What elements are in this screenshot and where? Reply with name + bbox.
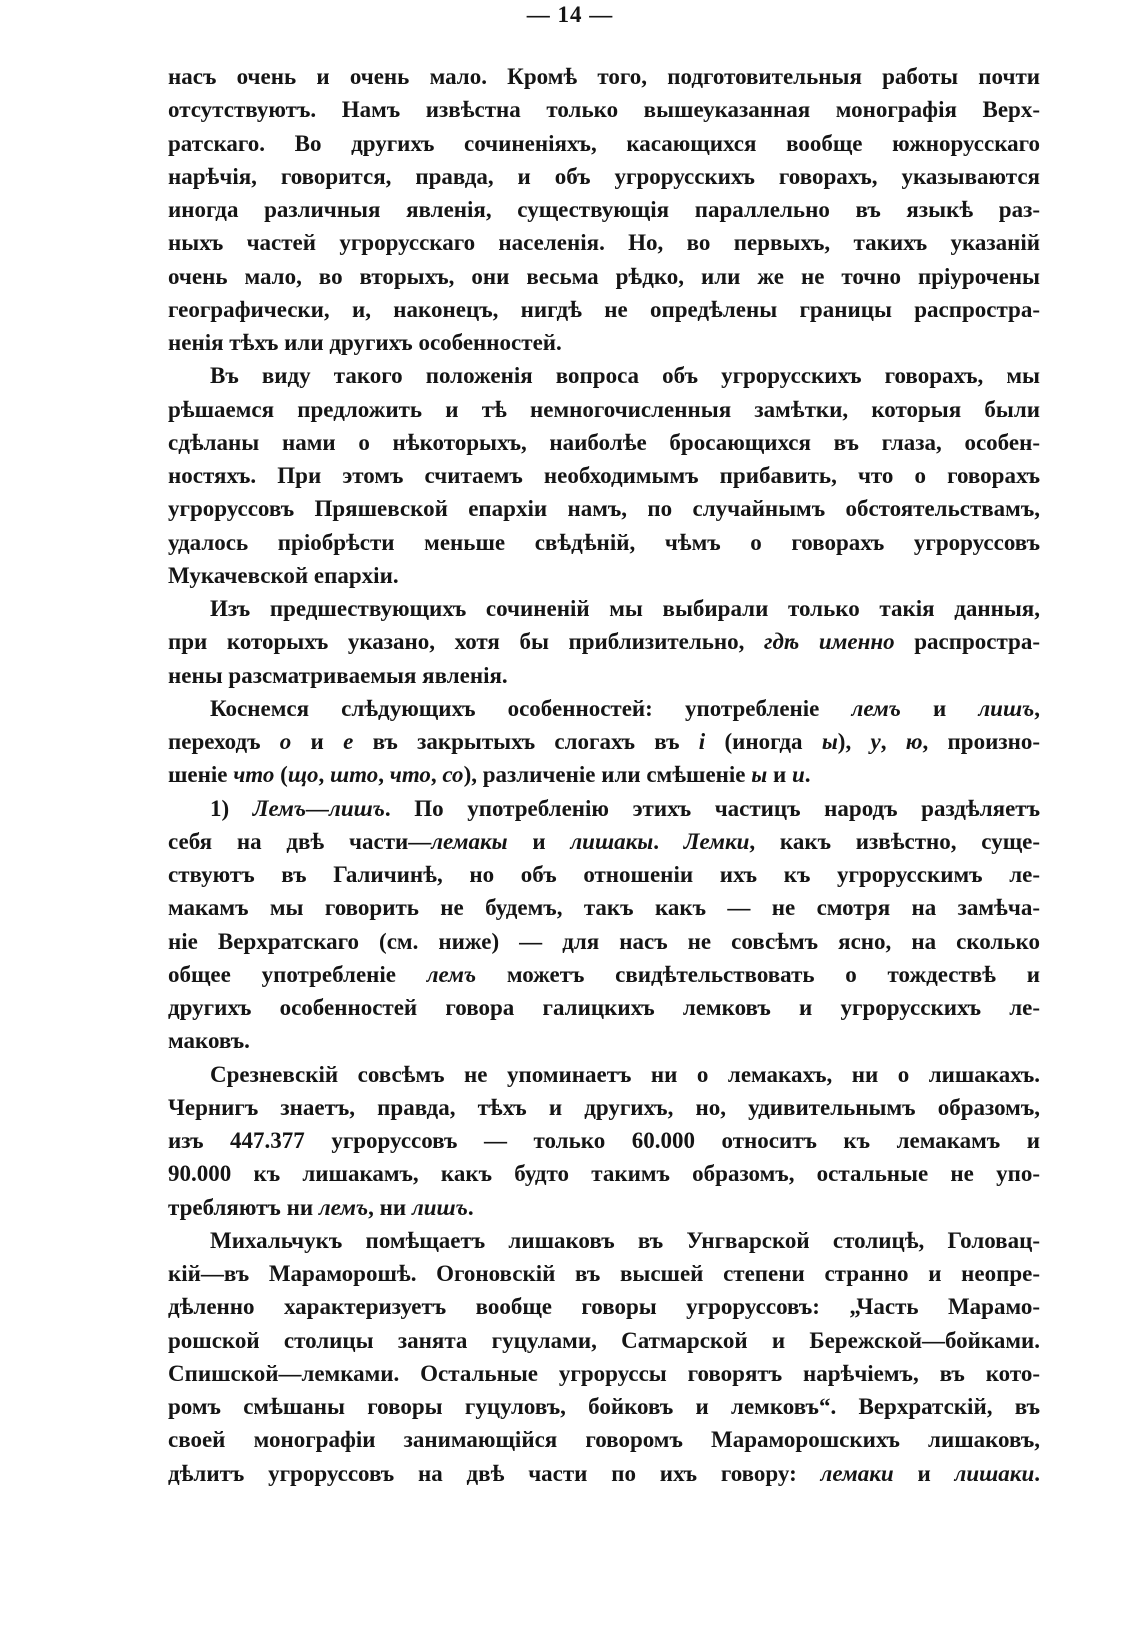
text-run: дѣлитъ угроруссовъ на двѣ части по ихъ говору: — [168, 1460, 821, 1486]
italic-term: ы — [821, 729, 838, 754]
text-line — [168, 1224, 1040, 1257]
paragraph — [168, 359, 1040, 592]
text-line — [168, 925, 1040, 958]
text-line — [168, 127, 1040, 160]
text-run: (иногда — [705, 729, 822, 754]
text-run: ратскаго. Во другихъ сочиненіяхъ, касающихся вообще южнорусскаго — [168, 130, 1040, 156]
page-body — [168, 60, 1040, 1490]
text-line — [168, 725, 1040, 758]
text-run: Въ виду такого положенія вопроса объ угрорусскихъ говорахъ, мы — [210, 363, 1040, 389]
text-line — [168, 758, 1040, 791]
text-line — [168, 293, 1040, 326]
italic-term: лемаки — [820, 1460, 894, 1486]
text-run: очень мало, во вторыхъ, они весьма рѣдко, или же не точно пріурочены — [168, 263, 1040, 289]
text-run: , какъ извѣстно, суще- — [749, 828, 1040, 854]
text-run: 1) — [210, 795, 253, 821]
text-line — [168, 1457, 1040, 1490]
text-line — [168, 160, 1040, 193]
text-run: ностяхъ. При этомъ считаемъ необходимымъ прибавить, что о говорахъ — [168, 463, 1040, 488]
italic-term: что — [233, 762, 275, 788]
text-run: насъ очень и очень мало. Кромѣ того, подготовительныя работы почти — [168, 64, 1040, 89]
text-run: , ни — [368, 1194, 412, 1220]
text-run: , — [378, 762, 390, 788]
text-line — [168, 1024, 1040, 1057]
text-run: . — [467, 1194, 474, 1220]
text-run: , — [1034, 695, 1040, 721]
text-line — [168, 193, 1040, 226]
text-line — [168, 1257, 1040, 1290]
text-line — [168, 692, 1040, 725]
text-line — [168, 226, 1040, 259]
text-line — [168, 1191, 1040, 1224]
text-run: нарѣчія, говорится, правда, и объ угрорусскихъ говорахъ, указываются — [168, 163, 1040, 189]
text-run: переходъ — [168, 729, 280, 754]
text-run: нены разсматриваемыя явленія. — [168, 662, 508, 688]
text-line — [168, 625, 1040, 658]
italic-term: что — [389, 762, 431, 788]
italic-term: о — [279, 729, 292, 754]
paragraph — [168, 1224, 1040, 1490]
text-run: Михальчукъ помѣщаетъ лишаковъ въ Унгварской столицѣ, Головац- — [210, 1227, 1040, 1253]
text-run: шеніе — [168, 762, 234, 788]
text-line — [168, 592, 1040, 625]
text-run: , — [318, 762, 330, 788]
text-line — [168, 1058, 1040, 1091]
text-run: рошской столицы занята гуцулами, Сатмарской и Бережской—бойками. — [168, 1327, 1040, 1353]
text-run: . — [804, 762, 811, 788]
text-run: ( — [274, 762, 288, 788]
text-run: макамъ мы говорить не будемъ, такъ какъ — не смотря на замѣча- — [168, 895, 1040, 921]
text-line — [168, 1124, 1040, 1157]
text-run: и — [507, 828, 571, 854]
text-run: кій—въ Мараморошѣ. Огоновскій въ высшей степени странно и неопре- — [168, 1261, 1040, 1286]
text-line — [168, 1357, 1040, 1390]
text-run: ), — [837, 729, 871, 754]
italic-term: гдѣ именно — [764, 629, 895, 655]
italic-term: і — [698, 729, 706, 754]
italic-term: у — [870, 729, 881, 754]
italic-term: што — [330, 762, 379, 788]
text-line — [168, 1091, 1040, 1124]
text-run: ненія тѣхъ или другихъ особенностей. — [168, 330, 562, 355]
paragraph — [168, 60, 1040, 359]
italic-term: лемакы — [431, 828, 508, 854]
page-number: — 14 — — [526, 2, 614, 27]
text-run: 90.000 къ лишакамъ, какъ будто такимъ образомъ, остальные не упо- — [168, 1161, 1040, 1187]
text-run: отсутствуютъ. Намъ извѣстна только вышеуказанная монографія Верх- — [168, 97, 1040, 123]
text-run: ніе Верхратскаго (см. ниже) — для насъ не совсѣмъ ясно, на сколько — [168, 928, 1040, 954]
text-run: , — [880, 729, 906, 754]
italic-term: лемъ — [318, 1194, 369, 1220]
text-run: Изъ предшествующихъ сочиненій мы выбирали только такія данныя, — [210, 596, 1040, 621]
paragraph — [168, 692, 1040, 792]
text-run: , произно- — [922, 729, 1040, 754]
text-run: другихъ особенностей говора галицкихъ лемковъ и угрорусскихъ ле- — [168, 995, 1040, 1020]
italic-term: лемъ — [851, 695, 901, 721]
italic-term: ы — [751, 762, 768, 788]
italic-term: що — [287, 762, 319, 788]
italic-term: е — [343, 729, 354, 754]
text-run: сдѣланы нами о нѣкоторыхъ, наиболѣе бросающихся въ глаза, особен- — [168, 429, 1040, 455]
text-line — [168, 426, 1040, 459]
text-run: иногда различныя явленія, существующія параллельно въ языкѣ раз- — [168, 197, 1040, 222]
italic-term: лишаки — [954, 1460, 1035, 1486]
text-line — [168, 1390, 1040, 1423]
italic-term: со — [442, 762, 464, 788]
text-run: можетъ свидѣтельствовать о тождествѣ и — [476, 961, 1040, 987]
text-run: себя на двѣ части— — [168, 828, 432, 854]
text-line — [168, 958, 1040, 991]
text-line — [168, 359, 1040, 392]
paragraph — [168, 792, 1040, 1058]
text-run: ныхъ частей угрорусскаго населенія. Но, во первыхъ, такихъ указаній — [168, 230, 1040, 256]
paragraph — [168, 592, 1040, 692]
italic-term: Лемки — [683, 828, 750, 854]
text-line — [168, 260, 1040, 293]
text-line — [168, 1324, 1040, 1357]
text-run: изъ 447.377 угроруссовъ — только 60.000 относитъ къ лемакамъ и — [168, 1128, 1040, 1153]
text-run: общее употребленіе — [168, 961, 427, 987]
text-line — [168, 326, 1040, 359]
text-run: и — [900, 695, 979, 721]
text-run: требляютъ ни — [168, 1194, 319, 1220]
text-run: дѣленно характеризуетъ вообще говоры угроруссовъ: „Часть Марамо- — [168, 1294, 1040, 1320]
text-line — [168, 1290, 1040, 1323]
text-line — [168, 792, 1040, 825]
text-run: и — [767, 762, 792, 788]
text-line — [168, 825, 1040, 858]
text-run: ромъ смѣшаны говоры гуцуловъ, бойковъ и лемковъ“. Верхратскій, въ — [168, 1394, 1040, 1419]
text-line — [168, 1157, 1040, 1190]
text-line — [168, 659, 1040, 692]
text-line — [168, 492, 1040, 525]
text-run: ), различеніе или смѣшеніе — [463, 762, 752, 788]
text-line — [168, 526, 1040, 559]
text-line — [168, 858, 1040, 891]
text-run: маковъ. — [168, 1028, 250, 1054]
italic-term: лишъ — [411, 1194, 468, 1220]
italic-term: лемъ — [426, 961, 477, 987]
text-run: Спишской—лемками. Остальные угроруссы говорятъ нарѣчіемъ, въ кото- — [168, 1360, 1040, 1386]
text-run: удалось пріобрѣсти меньше свѣдѣній, чѣмъ о говорахъ угроруссовъ — [168, 529, 1040, 555]
text-run: . — [653, 828, 684, 854]
italic-term: лишъ — [978, 695, 1035, 721]
text-run: своей монографіи занимающійся говоромъ Мараморошскихъ лишаковъ, — [168, 1427, 1040, 1453]
text-run: Коснемся слѣдующихъ особенностей: употребленіе — [210, 695, 852, 721]
text-run: ствуютъ въ Галичинѣ, но объ отношеніи ихъ къ угрорусскимъ ле- — [168, 862, 1040, 887]
text-run: при которыхъ указано, хотя бы приблизительно, — [168, 629, 765, 655]
text-line — [168, 991, 1040, 1024]
text-line — [168, 93, 1040, 126]
text-run: . — [1034, 1460, 1040, 1486]
text-run: . По употребленію этихъ частицъ народъ раздѣляетъ — [384, 795, 1040, 821]
text-run: рѣшаемся предложить и тѣ немногочисленныя замѣтки, которыя были — [168, 396, 1040, 422]
text-run: угроруссовъ Пряшевской епархіи намъ, по случайнымъ обстоятельствамъ, — [168, 496, 1040, 522]
text-run: Мукачевской епархіи. — [168, 562, 399, 588]
text-line — [168, 60, 1040, 93]
text-run: и — [291, 729, 344, 754]
text-run: географически, и, наконецъ, нигдѣ не опредѣлены границы распростра- — [168, 296, 1040, 322]
text-run: въ закрытыхъ слогахъ въ — [353, 729, 699, 754]
italic-term: лишакы — [570, 828, 654, 854]
text-line — [168, 393, 1040, 426]
paragraph — [168, 1058, 1040, 1224]
text-run: Чернигъ знаетъ, правда, тѣхъ и другихъ, но, удивительнымъ образомъ, — [168, 1094, 1040, 1120]
text-run: Срезневскій совсѣмъ не упоминаетъ ни о лемакахъ, ни о лишакахъ. — [210, 1061, 1040, 1087]
italic-term: ю — [905, 729, 923, 754]
text-line — [168, 1423, 1040, 1456]
text-line — [168, 891, 1040, 924]
text-run: распростра- — [894, 629, 1040, 655]
text-line — [168, 459, 1040, 492]
italic-term: Лемъ—лишъ — [252, 795, 385, 821]
text-run: , — [430, 762, 443, 788]
text-line — [168, 559, 1040, 592]
italic-term: и — [792, 762, 805, 788]
text-run: и — [893, 1460, 955, 1486]
